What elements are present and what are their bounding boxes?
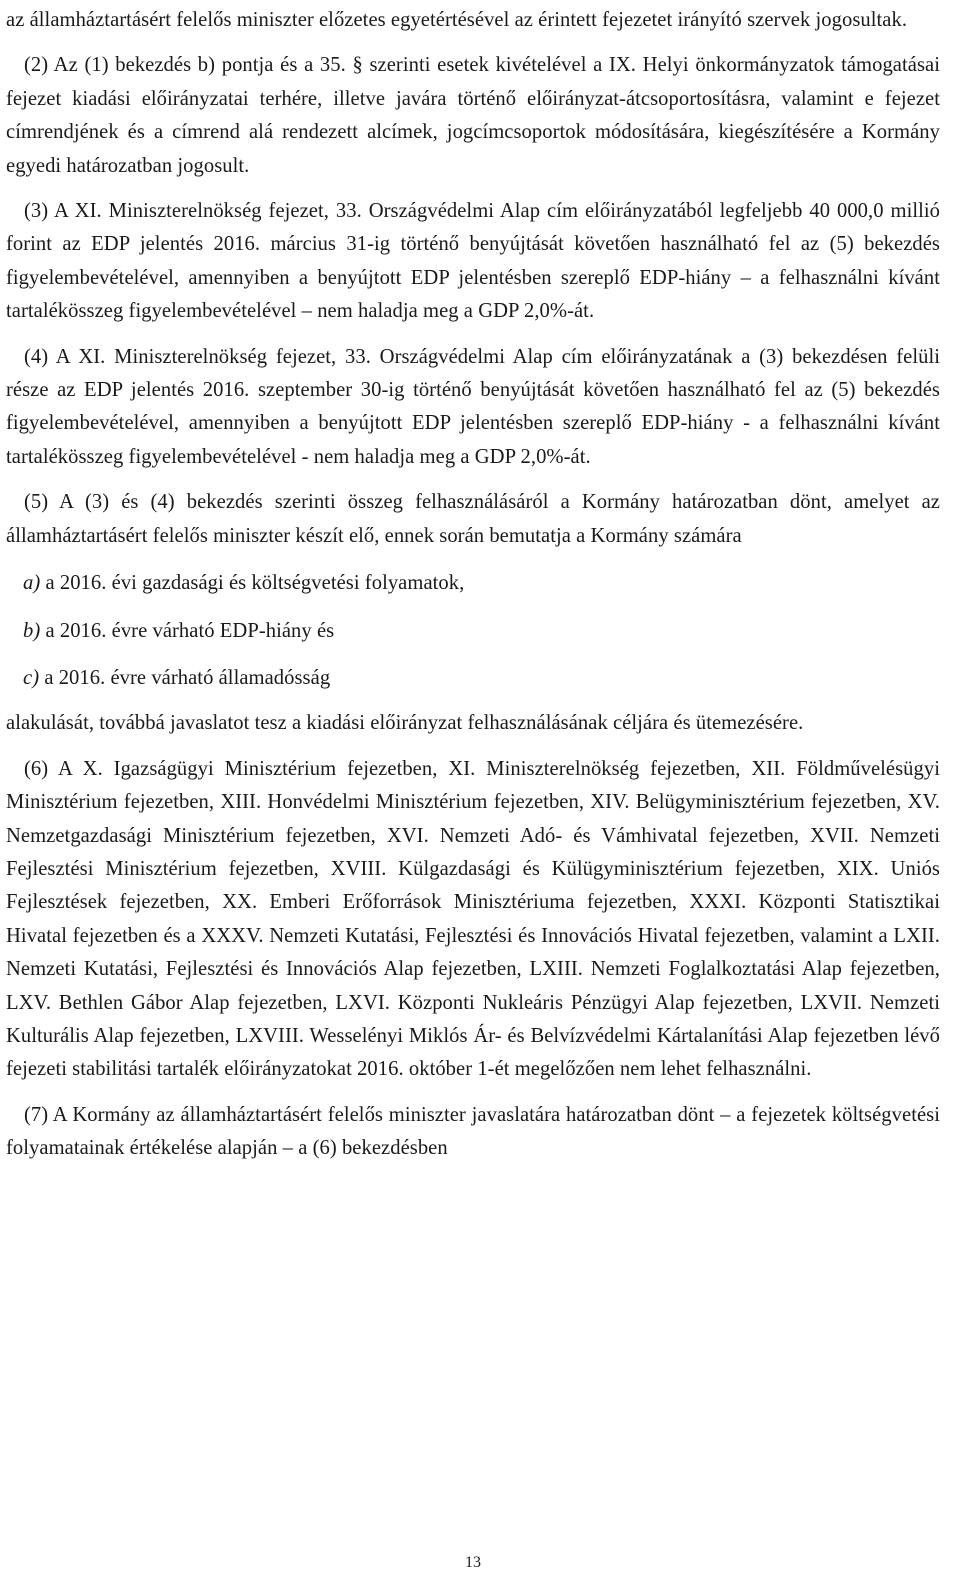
list-item-b [6,615,940,648]
page-number: 13 [465,1554,481,1571]
paragraph-4: (4) A XI. Miniszterelnökség fejezet, 33. Országvédelmi Alap cím előirányzatának a (3) bekezdésen felüli része az EDP jelentés 2016. szeptember 30-ig történő benyújtását követően használható fel az (5) bekezdés figyelembevételével, amennyiben a benyújtott EDP jelentésben szereplő EDP-hiány - a felhasználni kívánt tartalékösszeg figyelembevételével - nem haladja meg a GDP 2,0%-át. [6,345,940,468]
paragraph-5: (5) A (3) és (4) bekezdés szerinti összeg felhasználásáról a Kormány határozatban dönt, amelyet az államháztartásért felelős miniszter készít elő, ennek során bemutatja a Kormány számára [6,491,940,547]
paragraph-7: (7) A Kormány az államháztartásért felelős miniszter javaslatára határozatban dönt – a fejezetek költségvetési folyamatainak értékelése alapján – a (6) bekezdésben [6,1103,940,1160]
paragraph-3: (3) A XI. Miniszterelnökség fejezet, 33. Országvédelmi Alap cím előirányzatából legfeljebb 40 000,0 millió forint az EDP jelentés 2016. március 31-ig történő benyújtását követően használható fel az (5) bekezdés figyelembevételével, amennyiben a benyújtott EDP jelentésben szereplő EDP-hiány – a felhasználni kívánt tartalékösszeg figyelembevételével – nem haladja meg a GDP 2,0%-át. [6,200,940,323]
paragraph-intro: az államháztartásért felelős miniszter előzetes egyetértésével az érintett fejezetet irányító szervek jogosultak. [6,9,908,31]
list-text: a 2016. évi gazdasági és költségvetési folyamatok, [45,572,465,595]
list-item-a [6,567,940,600]
paragraph-6: (6) A X. Igazságügyi Minisztérium fejezetben, XI. Miniszterelnökség fejezetben, XII. Földművelésügyi Minisztérium fejezetben, XIII. Honvédelmi Minisztérium fejezetben, XIV. Belügyminisztérium fejezetben, XV. Nemzetgazdasági Minisztérium fejezetben, XVI. Nemzeti Adó- és Vámhivatal fejezetben, XVII. Nemzeti Fejlesztési Minisztérium fejezetben, XVIII. Külgazdasági és Külügyminisztérium fejezetben, XIX. Uniós Fejlesztések fejezetben, XX. Emberi Erőforrások Minisztériuma fejezetben, XXXI. Központi Statisztikai Hivatal fejezetben és a XXXV. Nemzeti Kutatási, Fejlesztési és Innovációs Hivatal fejezetben, valamint a LXII. Nemzeti Kutatási, Fejlesztési és Innovációs Alap fejezetben, LXIII. Nemzeti Foglalkoztatási Alap fejezetben, LXV. Bethlen Gábor Alap fejezetben, LXVI. Központi Nukleáris Pénzügyi Alap fejezetben, LXVII. Nemzeti Kulturális Alap fejezetben, LXVIII. Wesselényi Miklós Ár- és Belvízvédelmi Kártalanítási Alap fejezetben lévő fejezeti stabilitási tartalék előirányzatokat 2016. október 1-ét megelőzően nem lehet felhasználni. [6,757,940,1081]
list-text: a 2016. évre várható államadósság [44,666,331,689]
document-body [6,4,940,1166]
list-item-c [6,662,940,695]
list-letter: b) [23,619,41,642]
list-letter: a) [23,572,41,595]
list-text: a 2016. évre várható EDP-hiány és [45,619,335,642]
paragraph-2: (2) Az (1) bekezdés b) pontja és a 35. § szerinti esetek kivételével a IX. Helyi önkormányzatok támogatásai fejezet kiadási előirányzatai terhére, illetve javára történő előirányzat-átcsoportosításra, valamint e fejezet címrendjének és a címrend alá rendezett alcímek, jogcímcsoportok módosítására, kiegészítésére a Kormány egyedi határozatban jogosult. [6,54,940,177]
list-letter: c) [23,666,40,689]
paragraph-5-end: alakulását, továbbá javaslatot tesz a kiadási előirányzat felhasználásának céljára és ütemezésére. [6,712,804,735]
